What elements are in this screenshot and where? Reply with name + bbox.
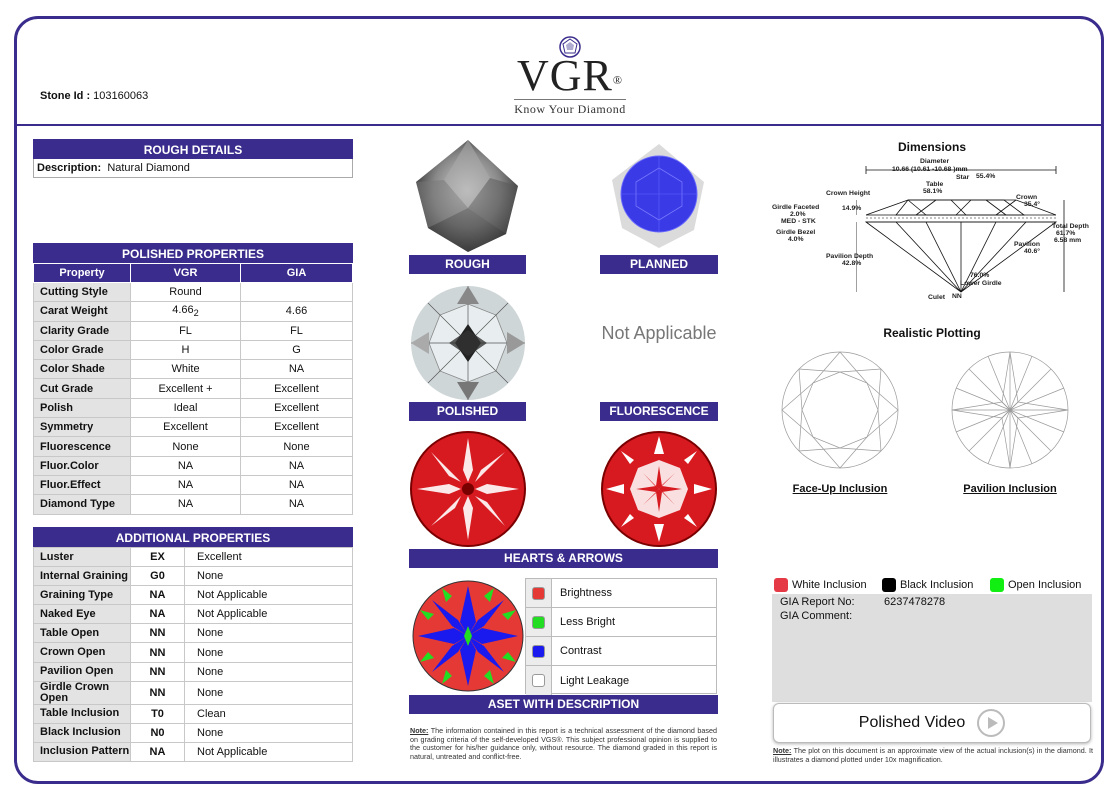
- polished-video-label: Polished Video: [858, 714, 966, 731]
- hearts-arrows-label: HEARTS & ARROWS: [409, 549, 718, 568]
- column-header: VGR: [131, 264, 241, 283]
- code-cell: T0: [131, 704, 185, 723]
- gia-report-value: 6237478278: [884, 596, 946, 608]
- pavilion-depth-label: Pavilion Depth: [826, 253, 874, 260]
- vgr-value: 4.66: [172, 304, 194, 317]
- code-cell: G0: [131, 567, 185, 586]
- note-label: Note:: [773, 746, 792, 755]
- property-label: Clarity Grade: [34, 321, 131, 340]
- vgr-cell: [131, 398, 241, 417]
- property-label: Fluorescence: [34, 437, 131, 456]
- table-row: [34, 360, 353, 379]
- dimensions-title: Dimensions: [897, 140, 966, 154]
- gia-cell: None: [241, 437, 353, 456]
- table-row: [34, 624, 353, 643]
- code-cell: EX: [131, 548, 185, 567]
- vgr-cell: [131, 302, 241, 321]
- value-cell: None: [185, 567, 353, 586]
- diamond-logo-icon: [557, 36, 583, 58]
- property-label: Naked Eye: [34, 605, 131, 624]
- vgr-value: NA: [177, 498, 194, 511]
- column-header: GIA: [241, 264, 353, 283]
- polished-properties-table: [33, 263, 353, 515]
- vgr-value: Excellent +: [158, 382, 213, 395]
- gia-cell: G: [241, 340, 353, 359]
- table-row: [34, 548, 353, 567]
- legend-label: Less Bright: [560, 616, 616, 628]
- table-row: [34, 704, 353, 723]
- code-cell: NN: [131, 624, 185, 643]
- less-bright-swatch: [532, 616, 545, 629]
- property-label: Table Open: [34, 624, 131, 643]
- table-row: [34, 340, 353, 359]
- vgr-value: White: [171, 363, 200, 376]
- vgr-value: None: [172, 440, 199, 453]
- note-text: The plot on this document is an approximate view of the actual inclusion(s) in the diamond. It illustrates a diamond plotted under 10x magnification.: [773, 746, 1093, 764]
- legend-label: White Inclusion: [792, 579, 867, 591]
- polished-properties-title: POLISHED PROPERTIES: [33, 243, 353, 263]
- crown-height-value: 14.9%: [842, 205, 862, 212]
- gia-cell: NA: [241, 475, 353, 494]
- polished-video-button[interactable]: [773, 703, 1091, 743]
- legend-label: Light Leakage: [560, 674, 630, 687]
- legend-contrast: [526, 637, 716, 666]
- pavilion-inclusion-label: Pavilion Inclusion: [963, 483, 1057, 495]
- vgr-cell: [131, 418, 241, 437]
- code-cell: N0: [131, 723, 185, 742]
- girdle-faceted-label: Girdle Faceted: [772, 204, 820, 211]
- table-row: [34, 437, 353, 456]
- property-label: Crown Open: [34, 643, 131, 662]
- rough-details-title: ROUGH DETAILS: [33, 139, 353, 159]
- girdle-bezel-label: Girdle Bezel: [776, 229, 816, 236]
- table-label: Table: [926, 181, 944, 188]
- total-depth-label: Total Depth: [1052, 223, 1089, 230]
- note-text: The information contained in this report is a technical assessment of the diamond based on grading criteria of the self-developed VGS®. This subject professional opinion is supplied to the customer for his/her guidance only, without resource. The diamond graded in this report is natural, untreated and conflict-free.: [410, 726, 717, 761]
- property-label: Pavilion Open: [34, 662, 131, 681]
- planned-diamond-image: [602, 140, 716, 252]
- light-leakage-swatch: [532, 674, 545, 687]
- black-inclusion-swatch: [882, 578, 896, 592]
- value-cell: None: [185, 662, 353, 681]
- rough-details: [33, 139, 353, 178]
- property-label: Diamond Type: [34, 495, 131, 514]
- property-label: Fluor.Effect: [34, 475, 131, 494]
- vgr-cell: [131, 437, 241, 456]
- table-row: [34, 321, 353, 340]
- aset-image: [412, 580, 524, 692]
- property-label: Inclusion Pattern: [34, 742, 131, 761]
- gia-cell: NA: [241, 456, 353, 475]
- table-row: [34, 379, 353, 398]
- black-inclusion-legend: [882, 578, 973, 592]
- pavilion-plot: [950, 350, 1070, 470]
- pavilion-value: 40.6°: [1024, 248, 1040, 255]
- table-row: [34, 586, 353, 605]
- vgr-cell: [131, 475, 241, 494]
- vgr-cell: [131, 456, 241, 475]
- legend-brightness: [526, 579, 716, 608]
- diameter-label: Diameter: [920, 158, 950, 165]
- value-cell: None: [185, 681, 353, 704]
- rough-label: ROUGH: [409, 255, 526, 274]
- vgr-value: Round: [169, 286, 202, 299]
- code-cell: NN: [131, 662, 185, 681]
- table-row: [34, 283, 353, 302]
- table-row: [34, 418, 353, 437]
- crown-height-label: Crown Height: [826, 190, 871, 197]
- star-value: 55.4%: [976, 173, 996, 180]
- table-row: [34, 398, 353, 417]
- value-cell: Not Applicable: [185, 605, 353, 624]
- table-row: [34, 456, 353, 475]
- legend-label: Black Inclusion: [900, 579, 974, 591]
- property-label: Fluor.Color: [34, 456, 131, 475]
- value-cell: Not Applicable: [185, 742, 353, 761]
- property-label: Luster: [34, 548, 131, 567]
- vgr-value: Excellent: [163, 421, 208, 434]
- code-cell: NA: [131, 605, 185, 624]
- diameter-value: 10.66 (10.61 -10.68 )mm: [892, 166, 968, 173]
- column-header: Property: [34, 264, 131, 283]
- property-label: Color Grade: [34, 340, 131, 359]
- additional-properties: [33, 527, 353, 762]
- gia-cell: FL: [241, 321, 353, 340]
- property-label: Internal Graining: [34, 567, 131, 586]
- pavilion-label: Pavilion: [1014, 241, 1041, 248]
- property-label: Black Inclusion: [34, 723, 131, 742]
- arrows-image: [600, 430, 718, 548]
- crown-value: 35.4°: [1024, 201, 1040, 208]
- logo-registered: ®: [612, 73, 624, 87]
- vgr-value: FL: [179, 324, 192, 337]
- note-grading: [410, 727, 717, 761]
- rough-description-label: Description:: [37, 162, 102, 174]
- property-label: Cutting Style: [34, 283, 131, 302]
- legend-less-bright: [526, 608, 716, 637]
- table-row: [34, 643, 353, 662]
- open-inclusion-legend: [990, 578, 1081, 592]
- property-label: Table Inclusion: [34, 704, 131, 723]
- value-cell: Excellent: [185, 548, 353, 567]
- header-divider: [16, 124, 1102, 126]
- gia-cell: [241, 283, 353, 302]
- table-row: [34, 681, 353, 704]
- vgr-value: NA: [177, 459, 194, 472]
- legend-label: Open Inclusion: [1008, 579, 1082, 591]
- fluorescence-label: FLUORESCENCE: [600, 402, 718, 421]
- gia-report-label: GIA Report No:: [780, 596, 855, 608]
- white-inclusion-swatch: [774, 578, 788, 592]
- note-label: Note:: [410, 726, 429, 735]
- polished-diamond-image: [409, 284, 527, 402]
- logo-tagline: Know Your Diamond: [514, 99, 626, 117]
- gia-info: [772, 594, 1092, 702]
- rough-diamond-image: [410, 138, 526, 254]
- rough-description-value: Natural Diamond: [107, 162, 190, 174]
- property-label: Girdle Crown Open: [34, 681, 131, 704]
- culet-value: NN: [952, 293, 962, 300]
- property-label: Graining Type: [34, 586, 131, 605]
- code-cell: NA: [131, 586, 185, 605]
- lower-girdle-label: Lower Girdle: [960, 280, 1002, 287]
- crown-label: Crown: [1016, 194, 1038, 201]
- gia-cell: 4.66: [241, 302, 353, 321]
- legend-label: Contrast: [560, 645, 602, 657]
- gia-cell: Excellent: [241, 398, 353, 417]
- value-cell: Clean: [185, 704, 353, 723]
- table-row: [34, 605, 353, 624]
- vgr-cell: [131, 283, 241, 302]
- lower-girdle-value: 76.0%: [970, 272, 990, 279]
- pavilion-depth-value: 42.8%: [842, 260, 862, 267]
- vgr-value: Ideal: [173, 401, 198, 414]
- logo-text: VGR: [516, 51, 613, 100]
- culet-label: Culet: [928, 294, 945, 301]
- property-label: Polish: [34, 398, 131, 417]
- contrast-swatch: [532, 645, 545, 658]
- additional-properties-table: [33, 547, 353, 762]
- note-plot: [773, 747, 1093, 764]
- stone-id-value: 103160063: [93, 90, 149, 102]
- fluorescence-not-applicable: Not Applicable: [601, 323, 717, 343]
- total-depth-pct: 61.7%: [1056, 230, 1076, 237]
- face-up-plot: [780, 350, 900, 470]
- gia-cell: Excellent: [241, 418, 353, 437]
- table-value: 58.1%: [923, 188, 943, 195]
- star-label: Star: [956, 174, 970, 181]
- property-label: Carat Weight: [34, 302, 131, 321]
- brightness-swatch: [532, 587, 545, 600]
- vgr-value: H: [181, 344, 190, 357]
- property-label: Color Shade: [34, 360, 131, 379]
- stone-id-label: Stone Id :: [40, 90, 91, 102]
- code-cell: NA: [131, 742, 185, 761]
- table-row: [34, 567, 353, 586]
- value-cell: None: [185, 643, 353, 662]
- polished-label: POLISHED: [409, 402, 526, 421]
- value-cell: Not Applicable: [185, 586, 353, 605]
- legend-light-leakage: [526, 666, 716, 695]
- legend-label: Brightness: [560, 587, 612, 599]
- vgr-subscript: 2: [193, 308, 199, 319]
- stone-id: [40, 90, 148, 102]
- table-row: [34, 302, 353, 321]
- table-row: [34, 723, 353, 742]
- vgr-cell: [131, 340, 241, 359]
- additional-properties-title: ADDITIONAL PROPERTIES: [33, 527, 353, 547]
- vgr-cell: [131, 379, 241, 398]
- gia-comment-label: GIA Comment:: [780, 610, 853, 622]
- table-row: [34, 475, 353, 494]
- vgr-value: NA: [177, 479, 194, 492]
- girdle-code: MED - STK: [781, 218, 816, 225]
- code-cell: NN: [131, 643, 185, 662]
- open-inclusion-swatch: [990, 578, 1004, 592]
- vgr-logo: [500, 36, 640, 118]
- gia-cell: Excellent: [241, 379, 353, 398]
- value-cell: None: [185, 723, 353, 742]
- face-up-inclusion-label: Face-Up Inclusion: [792, 483, 888, 495]
- play-icon: [977, 709, 1005, 737]
- property-label: Cut Grade: [34, 379, 131, 398]
- polished-properties: [33, 243, 353, 515]
- gia-cell: NA: [241, 495, 353, 514]
- aset-legend: [525, 578, 717, 694]
- realistic-plotting-title: Realistic Plotting: [883, 326, 981, 340]
- table-row: [34, 742, 353, 761]
- hearts-image: [409, 430, 527, 548]
- property-label: Symmetry: [34, 418, 131, 437]
- white-inclusion-legend: [774, 578, 867, 592]
- girdle-faceted-value: 2.0%: [790, 211, 806, 218]
- table-row: [34, 662, 353, 681]
- total-depth-mm: 6.58 mm: [1054, 237, 1082, 244]
- gia-cell: NA: [241, 360, 353, 379]
- vgr-cell: [131, 321, 241, 340]
- vgr-cell: [131, 495, 241, 514]
- aset-label: ASET WITH DESCRIPTION: [409, 695, 718, 714]
- code-cell: NN: [131, 681, 185, 704]
- vgr-cell: [131, 360, 241, 379]
- table-row: [34, 495, 353, 514]
- planned-label: PLANNED: [600, 255, 718, 274]
- value-cell: None: [185, 624, 353, 643]
- girdle-bezel-value: 4.0%: [788, 236, 804, 243]
- rough-description: [33, 159, 353, 178]
